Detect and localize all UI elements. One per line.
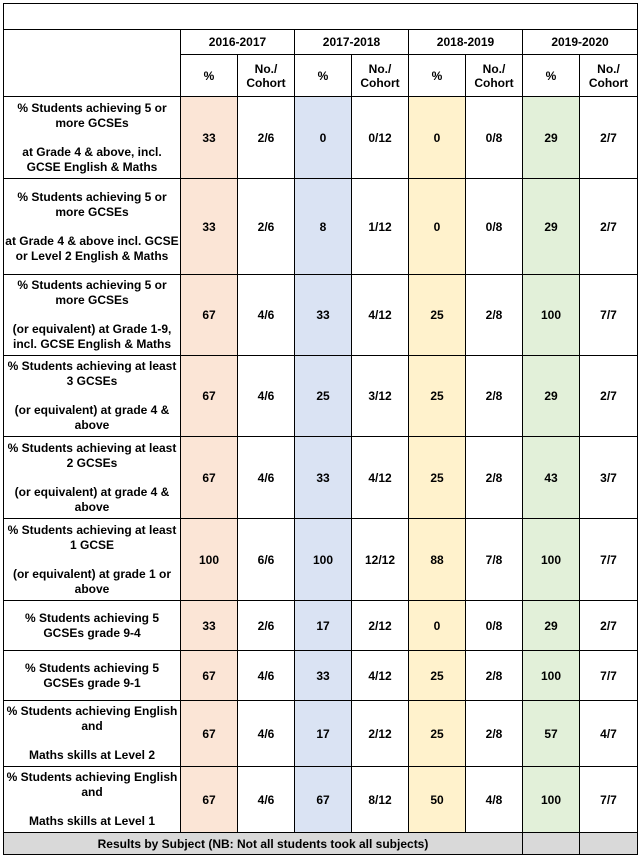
cohort-cell: 2/7 (580, 356, 638, 437)
cohort-cell: 7/7 (580, 275, 638, 356)
percent-cell: 67 (181, 651, 238, 701)
cohort-cell: 2/12 (352, 701, 409, 767)
percent-cell: 0 (295, 97, 352, 179)
table-row (4, 651, 638, 701)
percent-cell: 100 (295, 519, 352, 601)
percent-cell: 57 (523, 701, 580, 767)
percent-cell: 29 (523, 97, 580, 179)
percent-cell: 33 (181, 179, 238, 275)
cohort-cell: 2/8 (466, 701, 523, 767)
percent-cell: 25 (409, 356, 466, 437)
year-header: 2016-2017 (181, 30, 295, 55)
cohort-cell: 2/8 (466, 275, 523, 356)
cohort-cell: 0/8 (466, 179, 523, 275)
percent-cell: 67 (295, 767, 352, 833)
table-row (4, 275, 638, 356)
cohort-cell: 4/6 (238, 767, 295, 833)
cohort-cell: 7/7 (580, 651, 638, 701)
row-label-line2: (or equivalent) at grade 4 & above (14, 484, 170, 514)
cohort-cell: 4/6 (238, 651, 295, 701)
pct-header: % (409, 55, 466, 97)
row-label: % Students achieving 5 GCSEs grade 9-4 (4, 601, 181, 651)
row-label-line2: (or equivalent) at grade 4 & above (14, 403, 170, 432)
cohort-header: No./ Cohort (352, 55, 409, 97)
blank-title-cell (4, 4, 638, 30)
cohort-cell: 3/7 (580, 437, 638, 519)
pct-header: % (523, 55, 580, 97)
percent-cell: 17 (295, 601, 352, 651)
footer-note: Results by Subject (NB: Not all students took all subjects) (4, 833, 523, 855)
row-label-line2: Maths skills at Level 1 (28, 814, 156, 828)
row-label (4, 179, 181, 275)
row-label-line1: % Students achieving 5 or more GCSEs (17, 189, 167, 219)
cohort-header: No./ Cohort (466, 55, 523, 97)
row-label-line1: % Students achieving English and (6, 704, 178, 733)
row-label: % Students achieving 5 GCSEs grade 9-1 (4, 651, 181, 701)
row-label (4, 97, 181, 179)
cohort-cell: 7/7 (580, 519, 638, 601)
row-label-line1: % Students achieving at least 1 GCSE (7, 522, 177, 552)
table-row (4, 601, 638, 651)
cohort-cell: 2/8 (466, 356, 523, 437)
cohort-cell: 0/8 (466, 97, 523, 179)
cohort-cell: 4/6 (238, 437, 295, 519)
percent-cell: 0 (409, 97, 466, 179)
cohort-cell: 2/7 (580, 601, 638, 651)
cohort-header: No./ Cohort (580, 55, 638, 97)
percent-cell: 67 (181, 275, 238, 356)
footer-blank-cell (523, 833, 580, 855)
cohort-cell: 4/6 (238, 701, 295, 767)
percent-cell: 25 (409, 651, 466, 701)
table-row (4, 179, 638, 275)
percent-cell: 33 (295, 275, 352, 356)
cohort-cell: 2/7 (580, 179, 638, 275)
cohort-cell: 12/12 (352, 519, 409, 601)
cohort-cell: 4/7 (580, 701, 638, 767)
percent-cell: 33 (295, 437, 352, 519)
row-label-line2: at Grade 4 & above, incl. GCSE English & Maths (22, 144, 162, 174)
cohort-cell: 4/6 (238, 275, 295, 356)
cohort-cell: 4/8 (466, 767, 523, 833)
percent-cell: 0 (409, 601, 466, 651)
table-row (4, 356, 638, 437)
percent-cell: 29 (523, 356, 580, 437)
cohort-cell: 0/8 (466, 601, 523, 651)
row-label-line1: % Students achieving English and (6, 770, 178, 799)
row-label-line1: % Students achieving at least 3 GCSEs (7, 359, 177, 388)
row-label-line2: (or equivalent) at Grade 1-9, incl. GCSE English & Maths (12, 322, 172, 351)
percent-cell: 67 (181, 701, 238, 767)
percent-cell: 67 (181, 437, 238, 519)
percent-cell: 29 (523, 601, 580, 651)
cohort-cell: 0/12 (352, 97, 409, 179)
percent-cell: 67 (181, 356, 238, 437)
row-label-line2: at Grade 4 & above incl. GCSE or Level 2 English & Maths (5, 233, 179, 263)
row-label (4, 519, 181, 601)
percent-cell: 88 (409, 519, 466, 601)
percent-cell: 50 (409, 767, 466, 833)
table-row (4, 767, 638, 833)
footer-blank-cell (580, 833, 638, 855)
footer-row (4, 833, 638, 855)
year-header: 2017-2018 (295, 30, 409, 55)
row-label-line1: % Students achieving 5 or more GCSEs (17, 100, 167, 130)
row-label-line2: Maths skills at Level 2 (28, 748, 156, 762)
cohort-cell: 4/12 (352, 437, 409, 519)
cohort-cell: 4/6 (238, 356, 295, 437)
cohort-cell: 2/6 (238, 179, 295, 275)
percent-cell: 100 (181, 519, 238, 601)
cohort-cell: 2/8 (466, 651, 523, 701)
percent-cell: 8 (295, 179, 352, 275)
table-row (4, 519, 638, 601)
cohort-cell: 2/12 (352, 601, 409, 651)
percent-cell: 100 (523, 651, 580, 701)
row-label-line1: % Students achieving at least 2 GCSEs (7, 440, 177, 470)
cohort-header: No./ Cohort (238, 55, 295, 97)
percent-cell: 33 (181, 601, 238, 651)
percent-cell: 100 (523, 519, 580, 601)
table-row (4, 701, 638, 767)
blank-title-row (4, 4, 638, 30)
percent-cell: 25 (409, 437, 466, 519)
row-label-line2: (or equivalent) at grade 1 or above (12, 566, 172, 596)
percent-cell: 29 (523, 179, 580, 275)
year-header: 2018-2019 (409, 30, 523, 55)
percent-cell: 67 (181, 767, 238, 833)
row-label-line1: % Students achieving 5 or more GCSEs (17, 278, 167, 307)
row-label (4, 437, 181, 519)
cohort-cell: 6/6 (238, 519, 295, 601)
cohort-cell: 4/12 (352, 275, 409, 356)
cohort-cell: 1/12 (352, 179, 409, 275)
percent-cell: 17 (295, 701, 352, 767)
percent-cell: 33 (295, 651, 352, 701)
results-table (3, 3, 638, 855)
row-label (4, 701, 181, 767)
cohort-cell: 8/12 (352, 767, 409, 833)
corner-cell (4, 30, 181, 97)
row-label (4, 356, 181, 437)
table-row (4, 97, 638, 179)
pct-header: % (181, 55, 238, 97)
cohort-cell: 4/12 (352, 651, 409, 701)
percent-cell: 43 (523, 437, 580, 519)
cohort-cell: 3/12 (352, 356, 409, 437)
pct-header: % (295, 55, 352, 97)
row-label (4, 767, 181, 833)
percent-cell: 25 (409, 701, 466, 767)
cohort-cell: 2/6 (238, 601, 295, 651)
row-label (4, 275, 181, 356)
percent-cell: 0 (409, 179, 466, 275)
year-header-row (4, 30, 638, 55)
percent-cell: 25 (409, 275, 466, 356)
percent-cell: 33 (181, 97, 238, 179)
year-header: 2019-2020 (523, 30, 638, 55)
cohort-cell: 2/6 (238, 97, 295, 179)
percent-cell: 100 (523, 275, 580, 356)
cohort-cell: 2/8 (466, 437, 523, 519)
percent-cell: 100 (523, 767, 580, 833)
cohort-cell: 7/7 (580, 767, 638, 833)
table-row (4, 437, 638, 519)
cohort-cell: 2/7 (580, 97, 638, 179)
cohort-cell: 7/8 (466, 519, 523, 601)
percent-cell: 25 (295, 356, 352, 437)
